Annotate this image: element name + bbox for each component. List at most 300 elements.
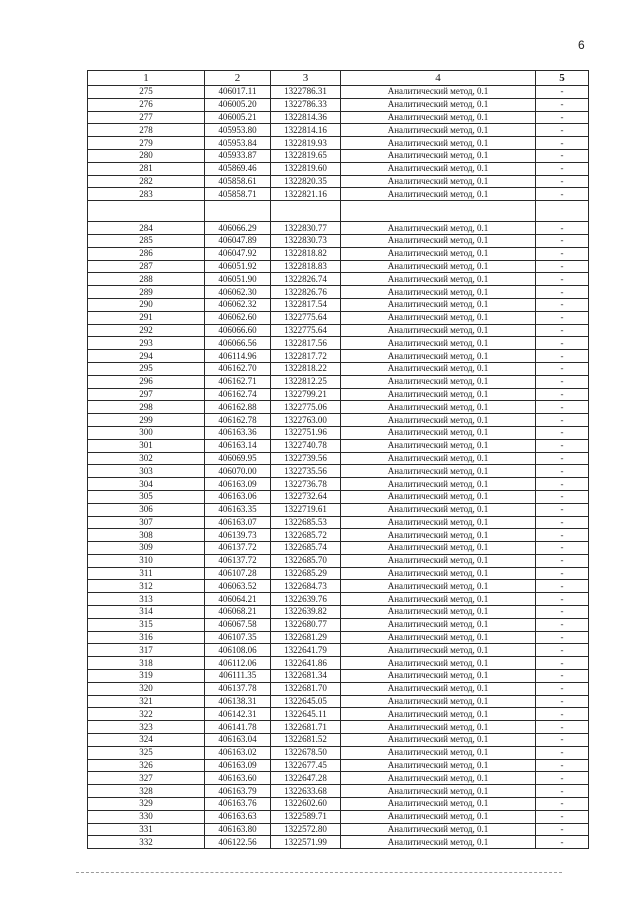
cell-y-coordinate: 1322821.16 xyxy=(271,188,341,201)
cell-y-coordinate: 1322645.05 xyxy=(271,695,341,708)
cell-y-coordinate: 1322602.60 xyxy=(271,798,341,811)
cell-y-coordinate: 1322826.76 xyxy=(271,286,341,299)
cell-x-coordinate: 406069.95 xyxy=(205,452,271,465)
table-row xyxy=(88,311,589,324)
cell-note: - xyxy=(536,644,589,657)
cell-method: Аналитический метод, 0.1 xyxy=(341,682,536,695)
cell-point-number: 322 xyxy=(88,708,205,721)
cell-y-coordinate: 1322786.31 xyxy=(271,86,341,99)
cell-x-coordinate: 406163.02 xyxy=(205,746,271,759)
cell-point-number: 279 xyxy=(88,137,205,150)
cell-note: - xyxy=(536,401,589,414)
cell-method: Аналитический метод, 0.1 xyxy=(341,836,536,849)
cell-method: Аналитический метод, 0.1 xyxy=(341,324,536,337)
cell-note: - xyxy=(536,657,589,670)
table-row xyxy=(88,810,589,823)
table-row xyxy=(88,798,589,811)
table-row xyxy=(88,580,589,593)
table-row xyxy=(88,149,589,162)
cell-note: - xyxy=(536,567,589,580)
cell-point-number: 316 xyxy=(88,631,205,644)
cell-note: - xyxy=(536,286,589,299)
cell-method: Аналитический метод, 0.1 xyxy=(341,721,536,734)
table-row xyxy=(88,490,589,503)
cell-x-coordinate: 406163.76 xyxy=(205,798,271,811)
cell-method: Аналитический метод, 0.1 xyxy=(341,823,536,836)
table-row xyxy=(88,111,589,124)
cell-y-coordinate: 1322735.56 xyxy=(271,465,341,478)
cell-note: - xyxy=(536,350,589,363)
cell-method: Аналитический метод, 0.1 xyxy=(341,375,536,388)
table-row xyxy=(88,426,589,439)
cell-point-number: 300 xyxy=(88,426,205,439)
cell-y-coordinate: 1322641.86 xyxy=(271,657,341,670)
cell-x-coordinate: 406162.71 xyxy=(205,375,271,388)
cell-x-coordinate: 406162.78 xyxy=(205,414,271,427)
cell-method: Аналитический метод, 0.1 xyxy=(341,734,536,747)
cell-note: - xyxy=(536,234,589,247)
cell-point-number: 296 xyxy=(88,375,205,388)
cell-y-coordinate: 1322817.54 xyxy=(271,298,341,311)
cell-note: - xyxy=(536,98,589,111)
cell-y-coordinate: 1322571.99 xyxy=(271,836,341,849)
table-row xyxy=(88,670,589,683)
cell-method: Аналитический метод, 0.1 xyxy=(341,124,536,137)
cell-point-number: 317 xyxy=(88,644,205,657)
table-gap-row xyxy=(88,201,589,222)
column-header-5: 5 xyxy=(536,71,589,86)
cell-x-coordinate: 405953.84 xyxy=(205,137,271,150)
cell-x-coordinate: 406107.28 xyxy=(205,567,271,580)
cell-point-number: 332 xyxy=(88,836,205,849)
table-row xyxy=(88,414,589,427)
table-row xyxy=(88,644,589,657)
cell-method: Аналитический метод, 0.1 xyxy=(341,657,536,670)
table-row xyxy=(88,529,589,542)
cell-point-number: 291 xyxy=(88,311,205,324)
cell-note: - xyxy=(536,324,589,337)
cell-y-coordinate: 1322763.00 xyxy=(271,414,341,427)
table-row xyxy=(88,439,589,452)
cell-y-coordinate: 1322685.29 xyxy=(271,567,341,580)
cell-y-coordinate: 1322775.64 xyxy=(271,311,341,324)
cell-x-coordinate: 406114.96 xyxy=(205,350,271,363)
cell-x-coordinate: 406163.35 xyxy=(205,503,271,516)
cell-method: Аналитический метод, 0.1 xyxy=(341,452,536,465)
cell-point-number: 323 xyxy=(88,721,205,734)
cell-x-coordinate: 406163.04 xyxy=(205,734,271,747)
cell-note: - xyxy=(536,516,589,529)
table-row xyxy=(88,273,589,286)
cell-point-number: 326 xyxy=(88,759,205,772)
cell-method: Аналитический метод, 0.1 xyxy=(341,798,536,811)
cell-method: Аналитический метод, 0.1 xyxy=(341,162,536,175)
cell-method: Аналитический метод, 0.1 xyxy=(341,137,536,150)
table-row xyxy=(88,247,589,260)
cell-note: - xyxy=(536,149,589,162)
cell-method: Аналитический метод, 0.1 xyxy=(341,426,536,439)
cell-x-coordinate: 406107.35 xyxy=(205,631,271,644)
cell-method: Аналитический метод, 0.1 xyxy=(341,631,536,644)
cell-x-coordinate: 406163.36 xyxy=(205,426,271,439)
table-row xyxy=(88,478,589,491)
cell-note: - xyxy=(536,618,589,631)
cell-x-coordinate: 406062.32 xyxy=(205,298,271,311)
cell-x-coordinate: 405953.80 xyxy=(205,124,271,137)
table-row xyxy=(88,375,589,388)
gap-cell xyxy=(341,201,536,222)
cell-x-coordinate: 406141.78 xyxy=(205,721,271,734)
table-row xyxy=(88,823,589,836)
cell-method: Аналитический метод, 0.1 xyxy=(341,188,536,201)
cell-method: Аналитический метод, 0.1 xyxy=(341,785,536,798)
cell-y-coordinate: 1322732.64 xyxy=(271,490,341,503)
cell-point-number: 320 xyxy=(88,682,205,695)
cell-y-coordinate: 1322639.76 xyxy=(271,593,341,606)
table-row xyxy=(88,452,589,465)
cell-point-number: 280 xyxy=(88,149,205,162)
cell-y-coordinate: 1322681.29 xyxy=(271,631,341,644)
cell-note: - xyxy=(536,580,589,593)
cell-note: - xyxy=(536,708,589,721)
cell-method: Аналитический метод, 0.1 xyxy=(341,772,536,785)
cell-y-coordinate: 1322814.36 xyxy=(271,111,341,124)
cell-y-coordinate: 1322740.78 xyxy=(271,439,341,452)
table-body-group-2 xyxy=(88,222,589,849)
cell-x-coordinate: 406051.90 xyxy=(205,273,271,286)
cell-note: - xyxy=(536,260,589,273)
cell-point-number: 328 xyxy=(88,785,205,798)
cell-x-coordinate: 406064.21 xyxy=(205,593,271,606)
table-row xyxy=(88,162,589,175)
table-row xyxy=(88,222,589,235)
cell-note: - xyxy=(536,785,589,798)
cell-y-coordinate: 1322786.33 xyxy=(271,98,341,111)
table-row xyxy=(88,606,589,619)
cell-note: - xyxy=(536,593,589,606)
cell-note: - xyxy=(536,606,589,619)
cell-point-number: 285 xyxy=(88,234,205,247)
gap-cell xyxy=(271,201,341,222)
cell-point-number: 294 xyxy=(88,350,205,363)
column-header-1: 1 xyxy=(88,71,205,86)
table-row xyxy=(88,401,589,414)
cell-point-number: 290 xyxy=(88,298,205,311)
cell-method: Аналитический метод, 0.1 xyxy=(341,401,536,414)
gap-cell xyxy=(88,201,205,222)
cell-point-number: 289 xyxy=(88,286,205,299)
cell-point-number: 281 xyxy=(88,162,205,175)
cell-x-coordinate: 406163.09 xyxy=(205,478,271,491)
cell-note: - xyxy=(536,759,589,772)
table-row xyxy=(88,124,589,137)
cell-method: Аналитический метод, 0.1 xyxy=(341,298,536,311)
table-row xyxy=(88,708,589,721)
cell-method: Аналитический метод, 0.1 xyxy=(341,542,536,555)
cell-x-coordinate: 406137.72 xyxy=(205,542,271,555)
cell-point-number: 303 xyxy=(88,465,205,478)
table-row xyxy=(88,98,589,111)
cell-method: Аналитический метод, 0.1 xyxy=(341,86,536,99)
table-row xyxy=(88,554,589,567)
cell-method: Аналитический метод, 0.1 xyxy=(341,644,536,657)
cell-point-number: 277 xyxy=(88,111,205,124)
cell-note: - xyxy=(536,337,589,350)
cell-note: - xyxy=(536,529,589,542)
table-row xyxy=(88,260,589,273)
cell-method: Аналитический метод, 0.1 xyxy=(341,746,536,759)
cell-x-coordinate: 406163.07 xyxy=(205,516,271,529)
cell-note: - xyxy=(536,452,589,465)
gap-cell xyxy=(536,201,589,222)
cell-y-coordinate: 1322818.82 xyxy=(271,247,341,260)
cell-note: - xyxy=(536,695,589,708)
cell-y-coordinate: 1322678.50 xyxy=(271,746,341,759)
cell-note: - xyxy=(536,670,589,683)
cell-point-number: 327 xyxy=(88,772,205,785)
cell-x-coordinate: 406162.70 xyxy=(205,362,271,375)
cell-note: - xyxy=(536,631,589,644)
cell-point-number: 318 xyxy=(88,657,205,670)
cell-y-coordinate: 1322681.34 xyxy=(271,670,341,683)
table-row xyxy=(88,350,589,363)
cell-x-coordinate: 406063.52 xyxy=(205,580,271,593)
cell-note: - xyxy=(536,542,589,555)
cell-y-coordinate: 1322830.73 xyxy=(271,234,341,247)
cell-method: Аналитический метод, 0.1 xyxy=(341,350,536,363)
table-row xyxy=(88,298,589,311)
cell-point-number: 278 xyxy=(88,124,205,137)
coordinates-table xyxy=(87,70,589,849)
cell-method: Аналитический метод, 0.1 xyxy=(341,618,536,631)
cell-note: - xyxy=(536,554,589,567)
cell-point-number: 298 xyxy=(88,401,205,414)
cell-point-number: 275 xyxy=(88,86,205,99)
cell-method: Аналитический метод, 0.1 xyxy=(341,362,536,375)
cell-x-coordinate: 406067.58 xyxy=(205,618,271,631)
table-row xyxy=(88,593,589,606)
cell-x-coordinate: 406139.73 xyxy=(205,529,271,542)
cell-x-coordinate: 405858.71 xyxy=(205,188,271,201)
cell-method: Аналитический метод, 0.1 xyxy=(341,337,536,350)
cell-note: - xyxy=(536,137,589,150)
cell-y-coordinate: 1322818.83 xyxy=(271,260,341,273)
cell-y-coordinate: 1322633.68 xyxy=(271,785,341,798)
cell-x-coordinate: 406137.78 xyxy=(205,682,271,695)
cell-y-coordinate: 1322681.71 xyxy=(271,721,341,734)
table-row xyxy=(88,542,589,555)
table-row xyxy=(88,618,589,631)
cell-y-coordinate: 1322639.82 xyxy=(271,606,341,619)
cell-x-coordinate: 406163.79 xyxy=(205,785,271,798)
cell-note: - xyxy=(536,162,589,175)
cell-note: - xyxy=(536,490,589,503)
cell-point-number: 315 xyxy=(88,618,205,631)
cell-method: Аналитический метод, 0.1 xyxy=(341,111,536,124)
cell-y-coordinate: 1322680.77 xyxy=(271,618,341,631)
cell-y-coordinate: 1322820.35 xyxy=(271,175,341,188)
table-row xyxy=(88,137,589,150)
cell-point-number: 284 xyxy=(88,222,205,235)
table-row xyxy=(88,721,589,734)
cell-note: - xyxy=(536,682,589,695)
cell-y-coordinate: 1322685.72 xyxy=(271,529,341,542)
cell-y-coordinate: 1322719.61 xyxy=(271,503,341,516)
cell-x-coordinate: 406047.92 xyxy=(205,247,271,260)
table-row xyxy=(88,388,589,401)
cell-method: Аналитический метод, 0.1 xyxy=(341,503,536,516)
cell-point-number: 331 xyxy=(88,823,205,836)
table-row xyxy=(88,695,589,708)
cell-note: - xyxy=(536,311,589,324)
cell-y-coordinate: 1322677.45 xyxy=(271,759,341,772)
cell-y-coordinate: 1322819.93 xyxy=(271,137,341,150)
table-gap-group xyxy=(88,201,589,222)
cell-note: - xyxy=(536,823,589,836)
cell-note: - xyxy=(536,426,589,439)
cell-point-number: 307 xyxy=(88,516,205,529)
cell-point-number: 313 xyxy=(88,593,205,606)
cell-y-coordinate: 1322685.74 xyxy=(271,542,341,555)
cell-y-coordinate: 1322572.80 xyxy=(271,823,341,836)
cell-y-coordinate: 1322817.72 xyxy=(271,350,341,363)
cell-method: Аналитический метод, 0.1 xyxy=(341,175,536,188)
cell-x-coordinate: 406163.06 xyxy=(205,490,271,503)
table-row xyxy=(88,234,589,247)
cell-method: Аналитический метод, 0.1 xyxy=(341,273,536,286)
table-row xyxy=(88,836,589,849)
cell-y-coordinate: 1322818.22 xyxy=(271,362,341,375)
cell-method: Аналитический метод, 0.1 xyxy=(341,222,536,235)
cell-x-coordinate: 406163.80 xyxy=(205,823,271,836)
cell-point-number: 282 xyxy=(88,175,205,188)
cell-note: - xyxy=(536,746,589,759)
cell-y-coordinate: 1322684.73 xyxy=(271,580,341,593)
cell-point-number: 292 xyxy=(88,324,205,337)
cell-method: Аналитический метод, 0.1 xyxy=(341,247,536,260)
table-header-row xyxy=(88,71,589,86)
cell-x-coordinate: 406163.14 xyxy=(205,439,271,452)
cell-method: Аналитический метод, 0.1 xyxy=(341,490,536,503)
cell-y-coordinate: 1322819.65 xyxy=(271,149,341,162)
cell-note: - xyxy=(536,810,589,823)
cell-x-coordinate: 406111.35 xyxy=(205,670,271,683)
cell-x-coordinate: 405869.46 xyxy=(205,162,271,175)
cell-y-coordinate: 1322751.96 xyxy=(271,426,341,439)
cell-point-number: 321 xyxy=(88,695,205,708)
cell-method: Аналитический метод, 0.1 xyxy=(341,439,536,452)
cell-method: Аналитический метод, 0.1 xyxy=(341,414,536,427)
cell-point-number: 309 xyxy=(88,542,205,555)
table-row xyxy=(88,324,589,337)
cell-note: - xyxy=(536,362,589,375)
cell-method: Аналитический метод, 0.1 xyxy=(341,311,536,324)
cell-x-coordinate: 406112.06 xyxy=(205,657,271,670)
table-row xyxy=(88,734,589,747)
cell-method: Аналитический метод, 0.1 xyxy=(341,606,536,619)
cell-point-number: 304 xyxy=(88,478,205,491)
cell-note: - xyxy=(536,375,589,388)
cell-x-coordinate: 406017.11 xyxy=(205,86,271,99)
cell-note: - xyxy=(536,465,589,478)
footer-divider xyxy=(76,872,562,873)
cell-point-number: 293 xyxy=(88,337,205,350)
column-header-3: 3 xyxy=(271,71,341,86)
cell-note: - xyxy=(536,273,589,286)
cell-y-coordinate: 1322589.71 xyxy=(271,810,341,823)
cell-y-coordinate: 1322814.16 xyxy=(271,124,341,137)
cell-y-coordinate: 1322739.56 xyxy=(271,452,341,465)
cell-x-coordinate: 406062.60 xyxy=(205,311,271,324)
table-row xyxy=(88,682,589,695)
cell-point-number: 276 xyxy=(88,98,205,111)
cell-x-coordinate: 406162.88 xyxy=(205,401,271,414)
cell-note: - xyxy=(536,721,589,734)
cell-point-number: 302 xyxy=(88,452,205,465)
cell-method: Аналитический метод, 0.1 xyxy=(341,98,536,111)
cell-note: - xyxy=(536,414,589,427)
cell-x-coordinate: 405933.87 xyxy=(205,149,271,162)
cell-x-coordinate: 406138.31 xyxy=(205,695,271,708)
cell-method: Аналитический метод, 0.1 xyxy=(341,149,536,162)
cell-point-number: 305 xyxy=(88,490,205,503)
cell-note: - xyxy=(536,439,589,452)
cell-y-coordinate: 1322799.21 xyxy=(271,388,341,401)
cell-method: Аналитический метод, 0.1 xyxy=(341,260,536,273)
cell-y-coordinate: 1322681.52 xyxy=(271,734,341,747)
cell-x-coordinate: 406062.30 xyxy=(205,286,271,299)
cell-x-coordinate: 406163.63 xyxy=(205,810,271,823)
page-number: 6 xyxy=(578,38,585,52)
cell-method: Аналитический метод, 0.1 xyxy=(341,810,536,823)
cell-y-coordinate: 1322645.11 xyxy=(271,708,341,721)
cell-x-coordinate: 406163.60 xyxy=(205,772,271,785)
cell-point-number: 295 xyxy=(88,362,205,375)
cell-x-coordinate: 406142.31 xyxy=(205,708,271,721)
table-row xyxy=(88,657,589,670)
table-row xyxy=(88,362,589,375)
cell-x-coordinate: 406047.89 xyxy=(205,234,271,247)
cell-method: Аналитический метод, 0.1 xyxy=(341,234,536,247)
cell-x-coordinate: 406051.92 xyxy=(205,260,271,273)
cell-y-coordinate: 1322775.64 xyxy=(271,324,341,337)
cell-x-coordinate: 406163.09 xyxy=(205,759,271,772)
gap-cell xyxy=(205,201,271,222)
table-body-group-1 xyxy=(88,86,589,201)
cell-y-coordinate: 1322812.25 xyxy=(271,375,341,388)
cell-point-number: 299 xyxy=(88,414,205,427)
cell-x-coordinate: 406122.56 xyxy=(205,836,271,849)
cell-point-number: 329 xyxy=(88,798,205,811)
cell-x-coordinate: 405858.61 xyxy=(205,175,271,188)
cell-note: - xyxy=(536,175,589,188)
cell-note: - xyxy=(536,111,589,124)
cell-y-coordinate: 1322681.70 xyxy=(271,682,341,695)
cell-y-coordinate: 1322685.53 xyxy=(271,516,341,529)
cell-x-coordinate: 406005.21 xyxy=(205,111,271,124)
cell-method: Аналитический метод, 0.1 xyxy=(341,478,536,491)
cell-point-number: 310 xyxy=(88,554,205,567)
table-row xyxy=(88,503,589,516)
cell-point-number: 283 xyxy=(88,188,205,201)
cell-note: - xyxy=(536,772,589,785)
cell-y-coordinate: 1322647.28 xyxy=(271,772,341,785)
cell-method: Аналитический метод, 0.1 xyxy=(341,567,536,580)
cell-y-coordinate: 1322826.74 xyxy=(271,273,341,286)
table-row xyxy=(88,86,589,99)
cell-point-number: 325 xyxy=(88,746,205,759)
table-row xyxy=(88,772,589,785)
